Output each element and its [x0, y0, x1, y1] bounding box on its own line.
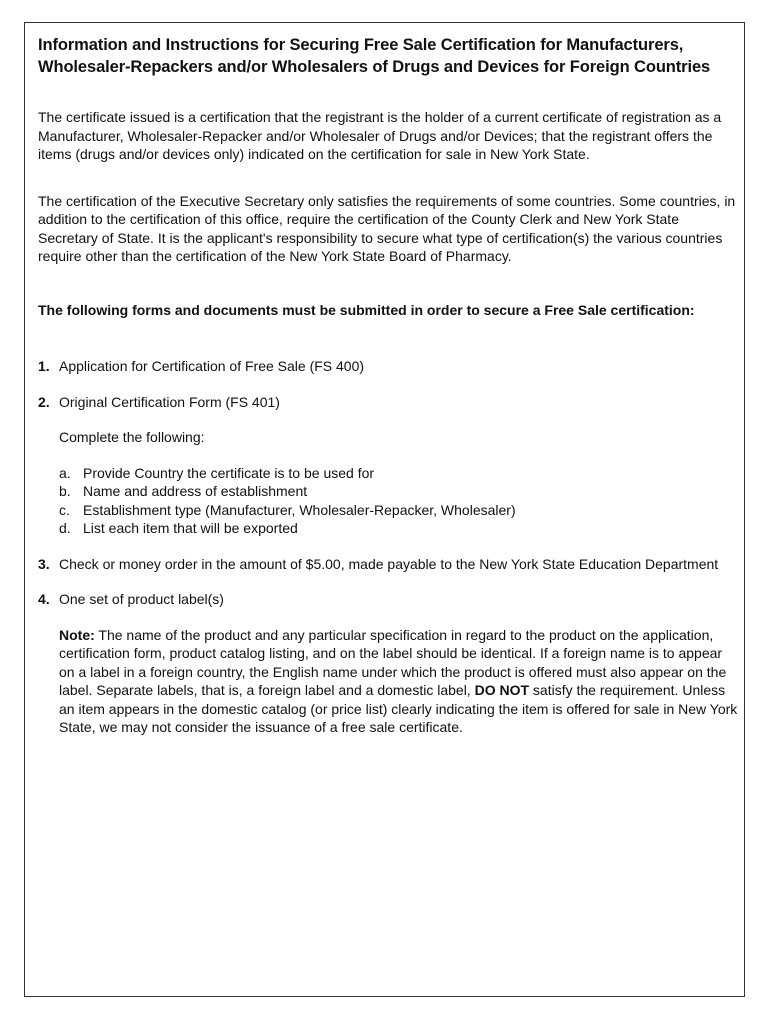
sub-list-item: [59, 519, 738, 538]
sub-item-text: Provide Country the certificate is to be used for: [83, 464, 375, 481]
note-text-after: satisfy the requirement. Unless an item appears in the domestic catalog (or price list) clearly indicating the item is offered for sale in New York State, we may not consider the issuance of a free sale certificate.: [59, 682, 738, 735]
list-item-text: One set of product label(s): [59, 591, 224, 607]
list-item-number: 1.: [38, 358, 50, 374]
sub-item-text: Establishment type (Manufacturer, Wholesaler-Repacker, Wholesaler): [83, 501, 516, 518]
requirements-heading: The following forms and documents must be submitted in order to secure a Free Sale certification:: [38, 301, 695, 318]
list-item-text: Original Certification Form (FS 401): [59, 393, 280, 410]
note-emphasis: DO NOT: [474, 682, 530, 698]
list-item-text: Check or money order in the amount of $5.00, made payable to the New York State Education Department: [59, 555, 719, 572]
list-item: [38, 393, 738, 447]
note-label: Note:: [59, 626, 95, 643]
sub-item-letter: c.: [59, 501, 70, 518]
list-item-number: 2.: [38, 393, 50, 410]
document-body: [38, 34, 738, 737]
sub-list-item: [59, 482, 738, 501]
sub-item-text: List each item that will be exported: [83, 520, 298, 536]
note-paragraph: [59, 626, 738, 737]
note-text-before: The name of the product and any particular specification in regard to the product on the application, certification form, product catalog listing, and on the label should be identical. If a foreign name is to appear on a label in a foreign country, the English name under which the product is offered must also appear on the label. Separate labels, that is, a foreign label and a domestic label,: [59, 626, 727, 698]
item-2-intro: Complete the following:: [59, 429, 205, 445]
list-item-number: 3.: [38, 555, 50, 572]
list-item: [38, 590, 738, 737]
sub-item-letter: b.: [59, 483, 71, 499]
sub-item-letter: a.: [59, 464, 71, 481]
sub-list-item: [59, 464, 738, 483]
intro-paragraph: The certificate issued is a certification that the registrant is the holder of a current certificate of registration as a Manufacturer, Wholesaler-Repacker and/or Wholesaler of Drugs and/or Devices; that the registrant offers the items (drugs and/or devices only) indicated on the certification for sale in New York State.: [38, 109, 722, 162]
list-item-number: 4.: [38, 591, 50, 607]
list-item-text: Application for Certification of Free Sale (FS 400): [59, 358, 365, 374]
sub-list: [38, 464, 738, 538]
document-title: Information and Instructions for Securing Free Sale Certification for Manufacturers, Wholesaler-Repackers and/or Wholesalers of Drugs and Devices for Foreign Countries: [38, 36, 711, 76]
certification-paragraph: The certification of the Executive Secretary only satisfies the requirements of some countries. Some countries, in addition to the certification of this office, require the certification of the County Clerk and New York State Secretary of State. It is the applicant's responsibility to secure what type of certification(s) the various countries require other than the certification of the New York State Board of Pharmacy.: [38, 192, 736, 264]
sub-item-letter: d.: [59, 520, 71, 536]
list-item: [38, 357, 738, 376]
sub-item-text: Name and address of establishment: [83, 483, 308, 499]
sub-list-item: [59, 501, 738, 520]
list-item: [38, 555, 738, 574]
